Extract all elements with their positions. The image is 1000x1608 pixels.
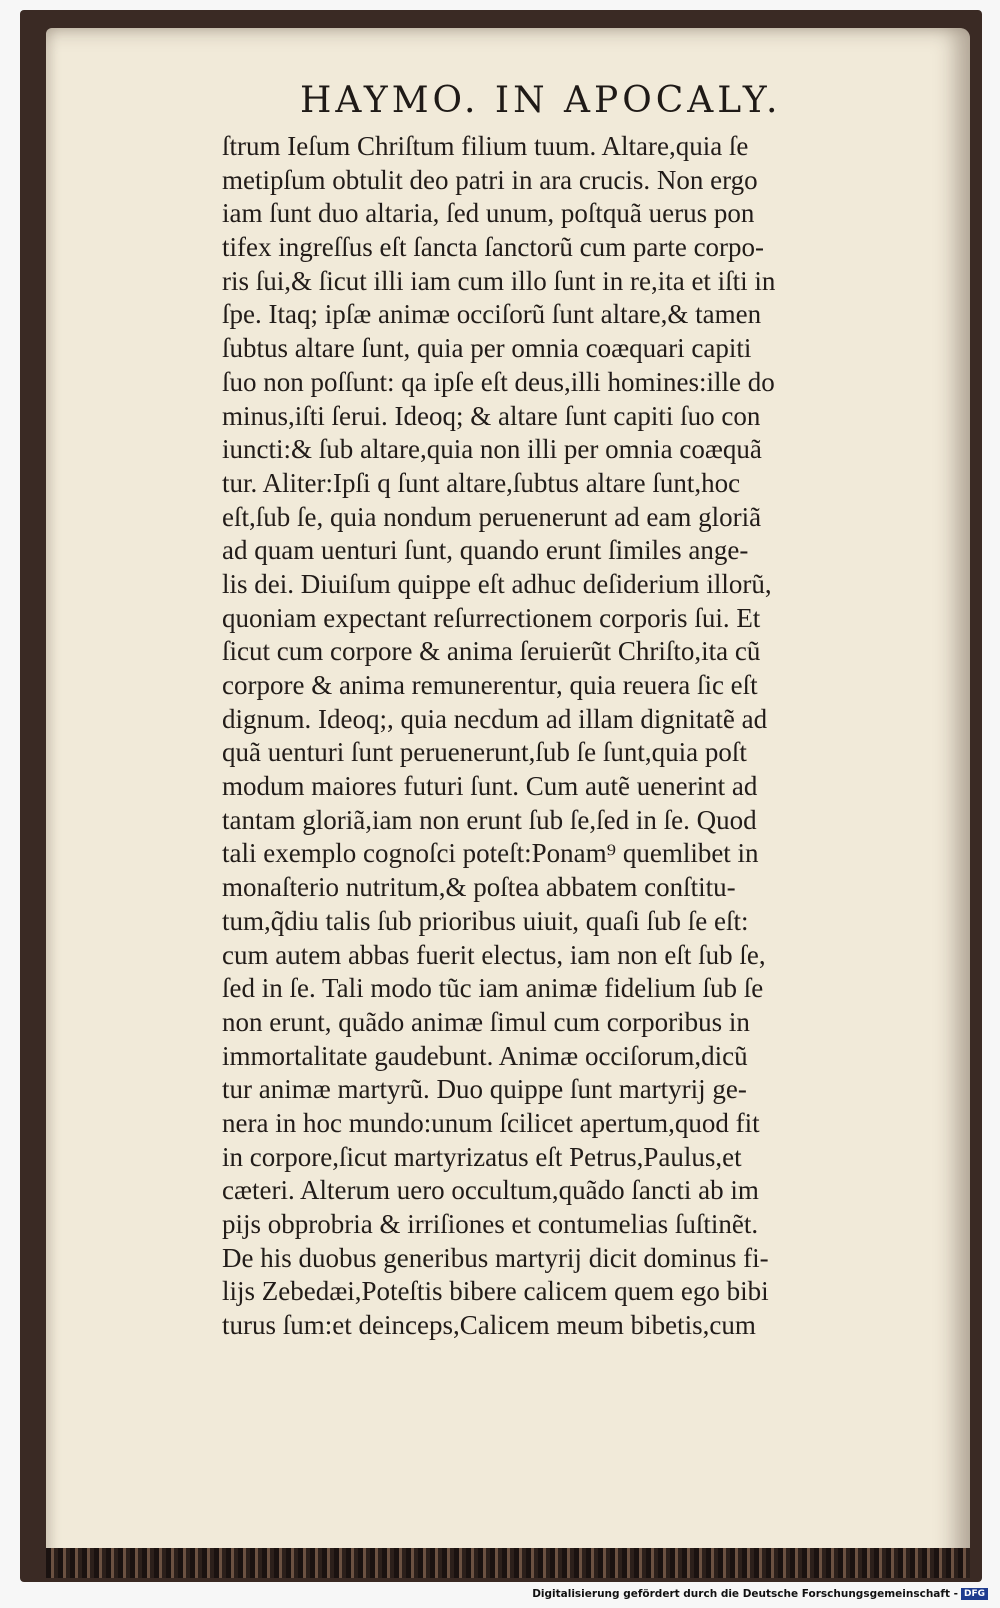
text-line: ſed in ſe. Tali modo tũc iam animæ fidelium ſub ſe: [222, 973, 764, 1004]
text-line: quoniam expectant reſurrectionem corporis ſui. Et: [222, 602, 761, 633]
text-line: eſt,ſub ſe, quia nondum peruenerunt ad eam gloriã: [222, 501, 762, 532]
text-line: ſuo non poſſunt: qa ipſe eſt deus,illi homines:ille do: [222, 366, 775, 397]
body-text: [222, 130, 942, 1343]
text-line: lijs Zebedæi,Poteſtis bibere calicem quem ego bibi: [222, 1276, 769, 1307]
digitization-credit: [532, 1588, 988, 1600]
text-line: tali exemplo cognoſci poteſt:Ponam⁹ quemlibet in: [222, 838, 759, 869]
text-line: ſpe. Itaq; ipſæ animæ occiſorũ ſunt altare,& tamen: [222, 299, 762, 330]
text-line: cum autem abbas fuerit electus, iam non eſt ſub ſe,: [222, 939, 766, 970]
text-line: immortalitate gaudebunt. Animæ occiſorum,dicũ: [222, 1040, 748, 1071]
text-line: iuncti:& ſub altare,quia non illi per omnia coæquã: [222, 434, 762, 465]
text-line: non erunt, quãdo animæ ſimul cum corporibus in: [222, 1006, 750, 1037]
text-line: tum,q̃diu talis ſub prioribus uiuit, quaſi ſub ſe eſt:: [222, 905, 749, 936]
text-line: minus,iſti ſerui. Ideoq; & altare ſunt capiti ſuo con: [222, 400, 761, 431]
text-line: quã uenturi ſunt peruenerunt,ſub ſe ſunt,quia poſt: [222, 737, 747, 768]
text-line: turus ſum:et deinceps,Calicem meum bibetis,cum: [222, 1310, 756, 1341]
page-bottom-edge: [46, 1548, 970, 1578]
text-line: ris ſui,& ſicut illi iam cum illo ſunt in re,ita et iſti in: [222, 265, 776, 296]
text-line: tantam gloriã,iam non erunt ſub ſe,ſed in ſe. Quod: [222, 804, 757, 835]
text-line: De his duobus generibus martyrij dicit dominus fi-: [222, 1242, 769, 1273]
text-line: tifex ingreſſus eſt ſancta ſanctorũ cum parte corpo-: [222, 232, 765, 263]
text-line: tur animæ martyrũ. Duo quippe ſunt martyrij ge-: [222, 1074, 747, 1105]
text-line: ſubtus altare ſunt, quia per omnia coæquari capiti: [222, 333, 752, 364]
dfg-logo: DFG: [961, 1588, 988, 1600]
text-line: nera in hoc mundo:unum ſcilicet apertum,quod fit: [222, 1107, 760, 1138]
text-line: lis dei. Diuiſum quippe eſt adhuc deſiderium illorũ,: [222, 568, 772, 599]
running-head: HAYMO. IN APOCALY.: [300, 80, 782, 121]
text-line: dignum. Ideoq;, quia necdum ad illam dignitatẽ ad: [222, 703, 768, 734]
text-line: tur. Aliter:Ipſi q ſunt altare,ſubtus altare ſunt,hoc: [222, 467, 741, 498]
text-line: metipſum obtulit deo patri in ara crucis. Non ergo: [222, 164, 758, 195]
text-line: corpore & anima remunerentur, quia reuera ſic eſt: [222, 670, 758, 700]
text-line: monaſterio nutritum,& poſtea abbatem conſtitu-: [222, 872, 736, 903]
text-line: pijs obprobria & irriſiones et contumelias ſuſtinẽt.: [222, 1209, 759, 1239]
credit-text: Digitalisierung gefördert durch die Deutsche Forschungsgemeinschaft -: [532, 1588, 958, 1600]
text-line: iam ſunt duo altaria, ſed unum, poſtquã uerus pon: [222, 198, 755, 229]
text-line: ſicut cum corpore & anima ſeruierũt Chriſto,ita cũ: [222, 636, 761, 667]
text-line: ſtrum Ieſum Chriſtum filium tuum. Altare,quia ſe: [222, 131, 749, 161]
text-line: ad quam uenturi ſunt, quando erunt ſimiles ange-: [222, 535, 749, 566]
text-line: cæteri. Alterum uero occultum,quãdo ſancti ab im: [222, 1175, 759, 1206]
text-line: in corpore,ſicut martyrizatus eſt Petrus,Paulus,et: [222, 1141, 742, 1172]
text-line: modum maiores futuri ſunt. Cum autẽ uenerint ad: [222, 771, 758, 802]
